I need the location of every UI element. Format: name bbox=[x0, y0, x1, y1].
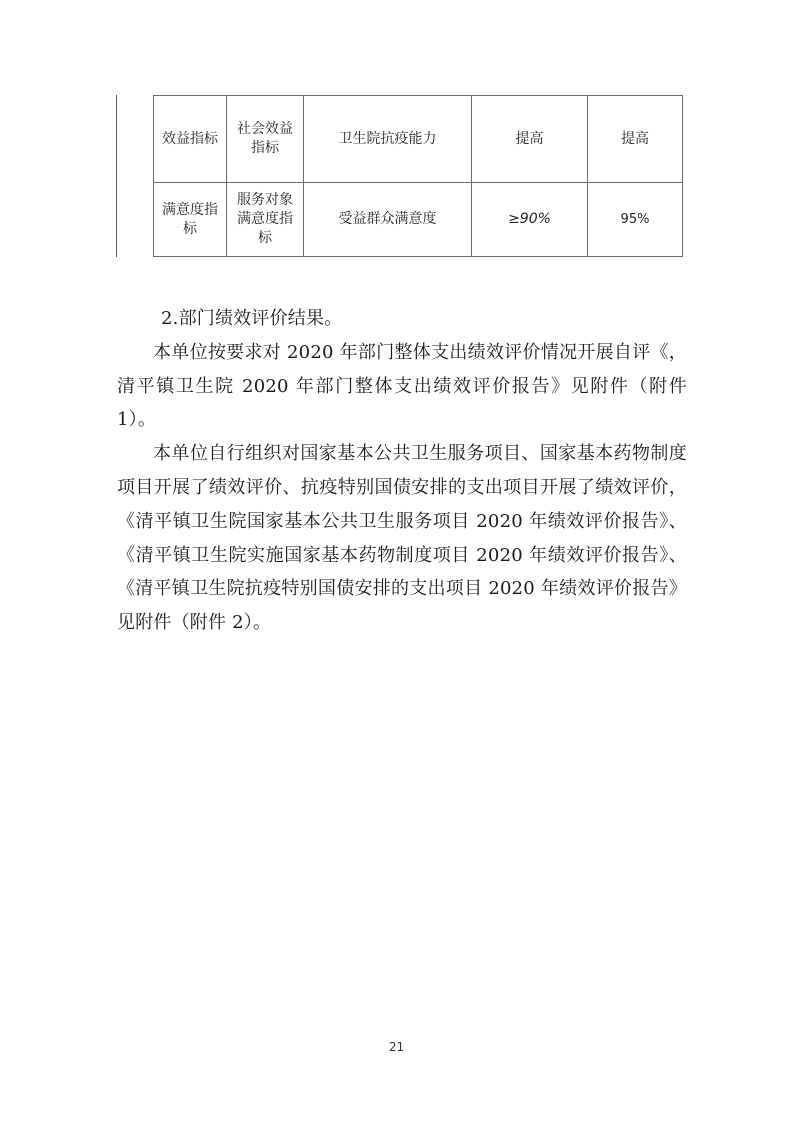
indicator-level3-cell: 卫生院抗疫能力 bbox=[304, 96, 472, 183]
indicator-level1-cell: 效益指标 bbox=[154, 96, 227, 183]
page-number: 21 bbox=[388, 1040, 405, 1054]
target-value-cell: 提高 bbox=[472, 96, 588, 183]
target-value-cell: ≥90% bbox=[472, 183, 588, 257]
indicator-level1-cell: 满意度指标 bbox=[154, 183, 227, 257]
indicator-level3-cell: 受益群众满意度 bbox=[304, 183, 472, 257]
paragraph: 本单位按要求对 2020 年部门整体支出绩效评价情况开展自评《，清平镇卫生院 2020 年部门整体支出绩效评价报告》见附件（附件 1）。 bbox=[117, 341, 687, 431]
body-text bbox=[117, 302, 687, 640]
table-row bbox=[154, 183, 683, 257]
indicator-level2-cell: 服务对象满意度指标 bbox=[227, 183, 304, 257]
indicator-level2-cell: 社会效益指标 bbox=[227, 96, 304, 183]
paragraph: 本单位自行组织对国家基本公共卫生服务项目、国家基本药物制度项目开展了绩效评价、抗疫特别国债安排的支出项目开展了绩效评价，《清平镇卫生院国家基本公共卫生服务项目 2020 年绩效评价报告》、《清平镇卫生院实施国家基本药物制度项目 2020 年绩效评价报告》、《清平镇卫生院抗疫特别国债安排的支出项目 2020 年绩效评价报告》见附件（附件 2）。 bbox=[117, 443, 687, 634]
actual-value-cell: 95% bbox=[588, 183, 683, 257]
table-row bbox=[154, 96, 683, 183]
left-margin-rule bbox=[116, 95, 117, 257]
section-heading: 2.部门绩效评价结果。 bbox=[161, 308, 343, 329]
performance-indicator-table bbox=[153, 95, 683, 257]
actual-value-cell: 提高 bbox=[588, 96, 683, 183]
